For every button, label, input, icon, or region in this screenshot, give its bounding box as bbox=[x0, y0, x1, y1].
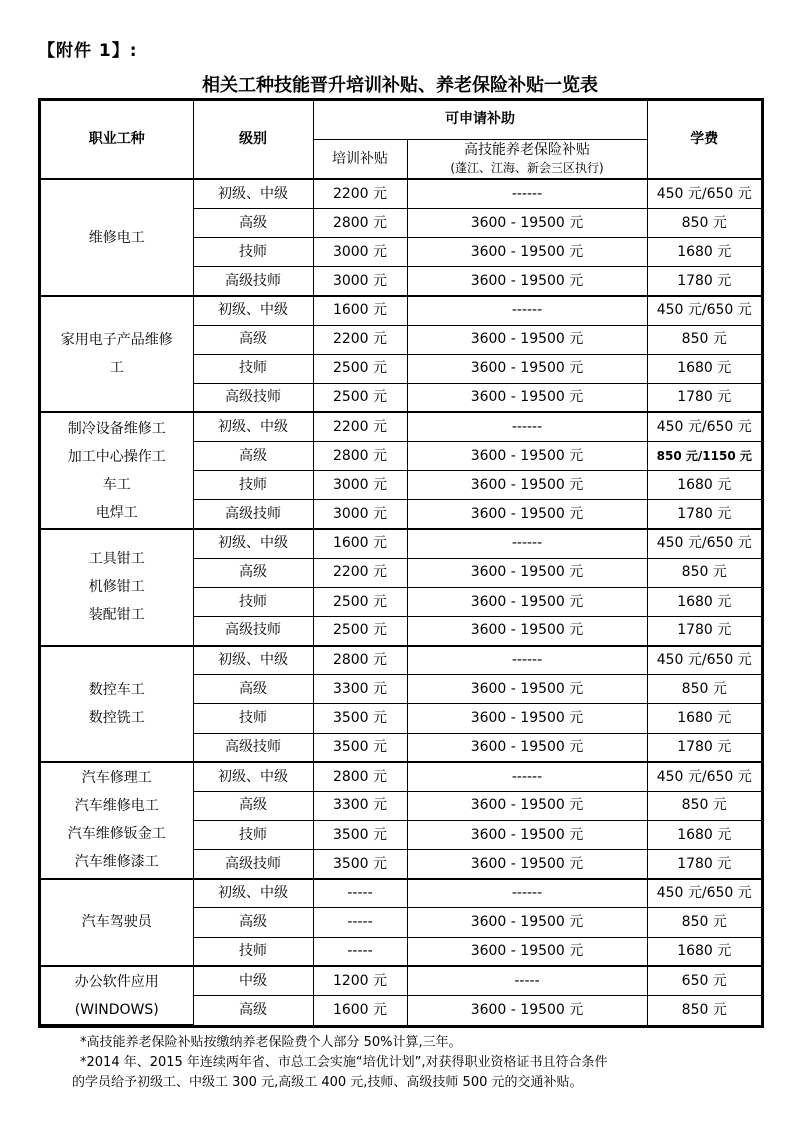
fee-cell: 450 元/650 元 bbox=[647, 879, 761, 908]
table-row bbox=[41, 179, 761, 208]
pension-cell: ------ bbox=[407, 179, 647, 208]
table-row bbox=[41, 529, 761, 558]
fee-cell: 850 元 bbox=[647, 325, 761, 354]
level-cell: 初级、中级 bbox=[193, 179, 313, 208]
pension-cell: 3600 - 19500 元 bbox=[407, 791, 647, 820]
header-row bbox=[41, 101, 761, 139]
pension-cell: ----- bbox=[407, 966, 647, 995]
fee-cell: 1680 元 bbox=[647, 471, 761, 500]
fee-cell: 450 元/650 元 bbox=[647, 296, 761, 325]
level-cell: 高级 bbox=[193, 442, 313, 471]
training-cell: 3000 元 bbox=[313, 500, 407, 529]
fee-cell: 1780 元 bbox=[647, 383, 761, 412]
level-cell: 高级 bbox=[193, 209, 313, 238]
fee-cell: 1780 元 bbox=[647, 850, 761, 879]
fee-cell: 1680 元 bbox=[647, 704, 761, 733]
header-occupation: 职业工种 bbox=[41, 101, 193, 179]
occupation-name: 工 bbox=[109, 360, 124, 377]
training-cell: ----- bbox=[313, 879, 407, 908]
pension-cell: 3600 - 19500 元 bbox=[407, 471, 647, 500]
occupation-name: 工具钳工 bbox=[88, 551, 145, 568]
table-row bbox=[41, 646, 761, 675]
training-cell: 2500 元 bbox=[313, 383, 407, 412]
fee-cell: 850 元 bbox=[647, 558, 761, 587]
training-cell: 3500 元 bbox=[313, 704, 407, 733]
training-cell: 3300 元 bbox=[313, 791, 407, 820]
header-pension-note: (蓬江、江海、新会三区执行) bbox=[450, 161, 604, 176]
training-cell: 1200 元 bbox=[313, 966, 407, 995]
pension-cell: 3600 - 19500 元 bbox=[407, 558, 647, 587]
training-cell: 3000 元 bbox=[313, 267, 407, 296]
level-cell: 初级、中级 bbox=[193, 296, 313, 325]
training-cell: 3500 元 bbox=[313, 850, 407, 879]
level-cell: 初级、中级 bbox=[193, 646, 313, 675]
occupation-cell bbox=[41, 646, 193, 763]
header-pension-label: 高技能养老保险补贴 bbox=[464, 141, 590, 158]
pension-cell: 3600 - 19500 元 bbox=[407, 500, 647, 529]
occupation-name: 汽车维修电工 bbox=[74, 798, 159, 815]
occupation-name: 车工 bbox=[102, 476, 131, 493]
training-cell: 2200 元 bbox=[313, 558, 407, 587]
occupation-name: 家用电子产品维修 bbox=[60, 332, 173, 349]
level-cell: 高级 bbox=[193, 675, 313, 704]
occupation-name: 机修钳工 bbox=[88, 579, 145, 596]
level-cell: 初级、中级 bbox=[193, 529, 313, 558]
fee-cell: 850 元 bbox=[647, 209, 761, 238]
level-cell: 高级 bbox=[193, 908, 313, 937]
training-cell: 2800 元 bbox=[313, 762, 407, 791]
level-cell: 高级技师 bbox=[193, 500, 313, 529]
occupation-name: 汽车维修漆工 bbox=[74, 854, 159, 871]
footnotes bbox=[72, 1033, 760, 1093]
fee-cell: 850 元 bbox=[647, 791, 761, 820]
pension-cell: 3600 - 19500 元 bbox=[407, 850, 647, 879]
pension-cell: ------ bbox=[407, 879, 647, 908]
page-title: 相关工种技能晋升培训补贴、养老保险补贴一览表 bbox=[202, 75, 598, 96]
table-row bbox=[41, 966, 761, 995]
pension-cell: 3600 - 19500 元 bbox=[407, 675, 647, 704]
subsidy-table-frame bbox=[38, 98, 764, 1028]
occupation-cell bbox=[41, 966, 193, 1024]
occupation-cell bbox=[41, 179, 193, 296]
training-cell: 2500 元 bbox=[313, 587, 407, 616]
fee-cell: 850 元 bbox=[647, 675, 761, 704]
occupation-cell bbox=[41, 529, 193, 646]
pension-cell: 3600 - 19500 元 bbox=[407, 267, 647, 296]
fee-cell: 850 元 bbox=[647, 908, 761, 937]
pension-cell: 3600 - 19500 元 bbox=[407, 325, 647, 354]
occupation-cell bbox=[41, 412, 193, 529]
fee-cell: 850 元/1150 元 bbox=[647, 442, 761, 471]
fee-cell: 1680 元 bbox=[647, 354, 761, 383]
occupation-cell bbox=[41, 762, 193, 879]
occupation-name: 加工中心操作工 bbox=[67, 448, 166, 465]
pension-cell: ------ bbox=[407, 529, 647, 558]
training-cell: 1600 元 bbox=[313, 529, 407, 558]
level-cell: 初级、中级 bbox=[193, 762, 313, 791]
level-cell: 技师 bbox=[193, 238, 313, 267]
level-cell: 技师 bbox=[193, 471, 313, 500]
pension-cell: ------ bbox=[407, 646, 647, 675]
pension-cell: 3600 - 19500 元 bbox=[407, 937, 647, 966]
fee-cell: 850 元 bbox=[647, 995, 761, 1024]
occupation-name: 维修电工 bbox=[88, 229, 145, 246]
table-row bbox=[41, 762, 761, 791]
occupation-name: 办公软件应用 bbox=[74, 973, 159, 990]
level-cell: 技师 bbox=[193, 937, 313, 966]
fee-cell: 1680 元 bbox=[647, 238, 761, 267]
occupation-cell bbox=[41, 296, 193, 413]
occupation-name: 数控铣工 bbox=[88, 709, 145, 726]
training-cell: 2800 元 bbox=[313, 442, 407, 471]
training-cell: 2800 元 bbox=[313, 209, 407, 238]
footnote-2-line-2: 的学员给予初级工、中级工 300 元,高级工 400 元,技师、高级技师 500 元的交通补贴。 bbox=[72, 1075, 583, 1090]
occupation-name: 装配钳工 bbox=[88, 607, 145, 624]
pension-cell: 3600 - 19500 元 bbox=[407, 238, 647, 267]
level-cell: 初级、中级 bbox=[193, 412, 313, 441]
pension-cell: 3600 - 19500 元 bbox=[407, 908, 647, 937]
training-cell: 3500 元 bbox=[313, 820, 407, 849]
pension-cell: 3600 - 19500 元 bbox=[407, 733, 647, 762]
table-row bbox=[41, 879, 761, 908]
occupation-cell bbox=[41, 879, 193, 966]
table-row bbox=[41, 296, 761, 325]
level-cell: 技师 bbox=[193, 820, 313, 849]
fee-cell: 450 元/650 元 bbox=[647, 412, 761, 441]
level-cell: 高级 bbox=[193, 325, 313, 354]
level-cell: 技师 bbox=[193, 704, 313, 733]
level-cell: 高级技师 bbox=[193, 616, 313, 645]
level-cell: 技师 bbox=[193, 587, 313, 616]
training-cell: 2200 元 bbox=[313, 179, 407, 208]
pension-cell: 3600 - 19500 元 bbox=[407, 820, 647, 849]
table-row bbox=[41, 412, 761, 441]
header-subsidy-group: 可申请补助 bbox=[313, 101, 647, 139]
training-cell: 3000 元 bbox=[313, 471, 407, 500]
occupation-name: 制冷设备维修工 bbox=[67, 420, 166, 437]
occupation-name: (WINDOWS) bbox=[74, 1001, 159, 1018]
pension-cell: 3600 - 19500 元 bbox=[407, 587, 647, 616]
subsidy-table bbox=[41, 101, 761, 1025]
fee-cell: 1780 元 bbox=[647, 616, 761, 645]
training-cell: 2800 元 bbox=[313, 646, 407, 675]
level-cell: 高级技师 bbox=[193, 383, 313, 412]
training-cell: 3000 元 bbox=[313, 238, 407, 267]
pension-cell: 3600 - 19500 元 bbox=[407, 616, 647, 645]
pension-cell: ------ bbox=[407, 296, 647, 325]
fee-cell: 1680 元 bbox=[647, 820, 761, 849]
pension-cell: ------ bbox=[407, 762, 647, 791]
pension-cell: 3600 - 19500 元 bbox=[407, 209, 647, 238]
fee-cell: 450 元/650 元 bbox=[647, 762, 761, 791]
pension-cell: ------ bbox=[407, 412, 647, 441]
fee-cell: 1780 元 bbox=[647, 500, 761, 529]
level-cell: 高级 bbox=[193, 791, 313, 820]
training-cell: 2500 元 bbox=[313, 354, 407, 383]
occupation-name: 数控车工 bbox=[88, 681, 145, 698]
training-cell: 3500 元 bbox=[313, 733, 407, 762]
fee-cell: 1680 元 bbox=[647, 937, 761, 966]
fee-cell: 650 元 bbox=[647, 966, 761, 995]
header-training: 培训补贴 bbox=[313, 139, 407, 179]
pension-cell: 3600 - 19500 元 bbox=[407, 354, 647, 383]
fee-cell: 1780 元 bbox=[647, 733, 761, 762]
header-level: 级别 bbox=[193, 101, 313, 179]
training-cell: 2200 元 bbox=[313, 325, 407, 354]
fee-cell: 1680 元 bbox=[647, 587, 761, 616]
attachment-label: 【附件 1】: bbox=[38, 41, 138, 61]
level-cell: 高级 bbox=[193, 995, 313, 1024]
occupation-name: 汽车修理工 bbox=[81, 770, 152, 787]
fee-cell: 1780 元 bbox=[647, 267, 761, 296]
footnote-2-line-1: *2014 年、2015 年连续两年省、市总工会实施“培优计划”,对获得职业资格证书且符合条件 bbox=[80, 1055, 608, 1070]
level-cell: 技师 bbox=[193, 354, 313, 383]
header-fee: 学费 bbox=[647, 101, 761, 179]
occupation-name: 汽车驾驶员 bbox=[81, 914, 152, 931]
training-cell: 1600 元 bbox=[313, 296, 407, 325]
level-cell: 高级技师 bbox=[193, 850, 313, 879]
pension-cell: 3600 - 19500 元 bbox=[407, 704, 647, 733]
pension-cell: 3600 - 19500 元 bbox=[407, 383, 647, 412]
training-cell: 2200 元 bbox=[313, 412, 407, 441]
level-cell: 中级 bbox=[193, 966, 313, 995]
footnote-1: *高技能养老保险补贴按缴纳养老保险费个人部分 50%计算,三年。 bbox=[80, 1035, 462, 1050]
level-cell: 高级 bbox=[193, 558, 313, 587]
occupation-name: 电焊工 bbox=[95, 504, 138, 521]
level-cell: 高级技师 bbox=[193, 733, 313, 762]
fee-cell: 450 元/650 元 bbox=[647, 529, 761, 558]
fee-cell: 450 元/650 元 bbox=[647, 179, 761, 208]
fee-cell: 450 元/650 元 bbox=[647, 646, 761, 675]
header-pension bbox=[407, 139, 647, 179]
training-cell: 2500 元 bbox=[313, 616, 407, 645]
occupation-name: 汽车维修钣金工 bbox=[67, 826, 166, 843]
pension-cell: 3600 - 19500 元 bbox=[407, 442, 647, 471]
training-cell: 1600 元 bbox=[313, 995, 407, 1024]
level-cell: 高级技师 bbox=[193, 267, 313, 296]
training-cell: ----- bbox=[313, 908, 407, 937]
footnote-2 bbox=[72, 1053, 760, 1093]
level-cell: 初级、中级 bbox=[193, 879, 313, 908]
training-cell: ----- bbox=[313, 937, 407, 966]
pension-cell: 3600 - 19500 元 bbox=[407, 995, 647, 1024]
training-cell: 3300 元 bbox=[313, 675, 407, 704]
